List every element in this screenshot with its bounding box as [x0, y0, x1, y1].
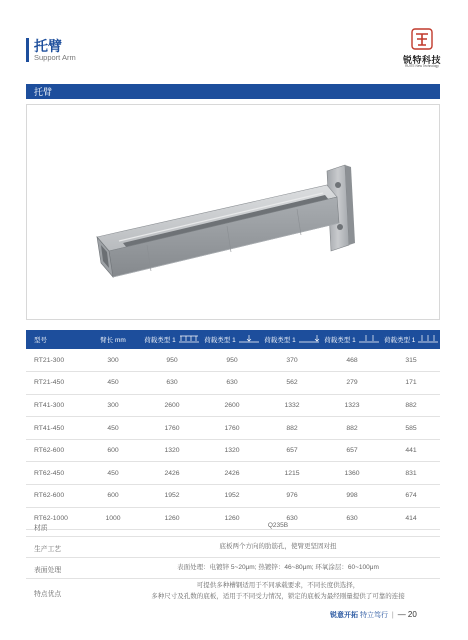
table-cell: 2600	[224, 401, 240, 409]
spec-label: 表面处理	[34, 567, 62, 574]
table-cell: 414	[405, 514, 417, 522]
cell-model: RT41-450	[34, 424, 65, 432]
table-cell: 370	[286, 356, 298, 364]
table-header-row	[26, 330, 440, 349]
spec-row-features	[26, 579, 440, 605]
col-header-load-1	[142, 330, 202, 349]
product-image-frame	[26, 104, 440, 320]
table-cell: 976	[286, 492, 298, 500]
spec-value-line-1: 可提供多种槽钢适用于不同承载要求，不同长度供选择，	[196, 582, 360, 589]
table-cell: 1000	[105, 514, 121, 522]
page-title: 托臂	[34, 38, 62, 54]
table-cell: 300	[107, 401, 119, 409]
table-cell: 882	[405, 401, 417, 409]
table-row	[26, 394, 440, 417]
support-arm-illustration	[27, 105, 439, 319]
table-cell: 450	[107, 424, 119, 432]
cell-model: RT21-300	[34, 356, 65, 364]
cell-model: RT41-300	[34, 401, 65, 409]
table-cell: 450	[107, 379, 119, 387]
table-cell: 674	[405, 492, 417, 500]
spec-row-material	[26, 516, 440, 537]
col-header-model: 型号	[34, 337, 47, 344]
page-subtitle: Support Arm	[34, 53, 76, 62]
cell-model: RT21-450	[34, 379, 65, 387]
col-header-load-5-label: 荷载类型 1	[384, 337, 416, 344]
spec-row-surface	[26, 558, 440, 579]
table-row	[26, 485, 440, 508]
table-cell: 600	[107, 447, 119, 455]
table-cell: 1760	[164, 424, 180, 432]
table-cell: 450	[107, 469, 119, 477]
page-number: — 20	[397, 610, 417, 619]
logo-tagline: RUITE New Technology	[405, 64, 439, 68]
table-cell: 882	[346, 424, 358, 432]
end-load-icon	[298, 335, 320, 344]
table-cell: 1332	[284, 401, 300, 409]
cell-model: RT62-450	[34, 469, 65, 477]
table-cell: 2600	[164, 401, 180, 409]
spec-table	[26, 330, 440, 530]
table-cell: 468	[346, 356, 358, 364]
spec-value-line-2: 多种尺寸及孔数的底板，适用于不同受力情况，锁定的底板为最经刚量提供了可靠的连接	[151, 593, 405, 600]
table-cell: 998	[346, 492, 358, 500]
table-row	[26, 462, 440, 485]
table-cell: 1360	[344, 469, 360, 477]
col-header-load-4-label: 荷载类型 1	[324, 337, 356, 344]
table-cell: 1952	[164, 492, 180, 500]
spec-value: 表面处理：电镀锌 5~20μm; 热镀锌：46~80μm; 环氧涂层：60~100μm	[177, 564, 379, 571]
col-header-load-1-label: 荷载类型 1	[144, 337, 176, 344]
table-cell: 1260	[164, 514, 180, 522]
logo-name: 锐特科技	[402, 55, 441, 65]
table-cell: 600	[107, 492, 119, 500]
table-cell: 1260	[224, 514, 240, 522]
table-cell: 630	[286, 514, 298, 522]
table-cell: 1952	[224, 492, 240, 500]
col-header-load-3	[262, 330, 322, 349]
table-row	[26, 349, 440, 372]
section-header	[26, 84, 440, 99]
cell-model: RT62-600	[34, 447, 65, 455]
table-cell: 950	[166, 356, 178, 364]
table-cell: 1320	[164, 447, 180, 455]
spec-row-process	[26, 537, 440, 558]
table-cell: 630	[226, 379, 238, 387]
table-cell: 315	[405, 356, 417, 364]
footer-slogan-b: 特立笃行	[359, 612, 388, 619]
cell-model: RT62-1000	[34, 514, 68, 522]
two-point-load-icon	[358, 335, 380, 344]
col-header-load-3-label: 荷载类型 1	[264, 337, 296, 344]
col-header-load-2	[202, 330, 262, 349]
table-cell: 441	[405, 447, 417, 455]
company-logo	[394, 28, 450, 72]
table-row	[26, 417, 440, 440]
center-load-icon	[238, 335, 260, 344]
three-point-load-icon	[417, 335, 439, 344]
spec-value: Q235B	[267, 522, 289, 529]
table-cell: 1760	[224, 424, 240, 432]
table-row	[26, 439, 440, 462]
table-cell: 882	[286, 424, 298, 432]
col-header-arm-length: 臂长 mm	[100, 337, 126, 344]
table-cell: 657	[346, 447, 358, 455]
table-cell: 279	[346, 379, 358, 387]
table-cell: 831	[405, 469, 417, 477]
spec-label: 生产工艺	[34, 546, 62, 553]
spec-label: 特点优点	[34, 591, 62, 598]
page-footer	[330, 610, 417, 620]
cell-model: RT62-600	[34, 492, 65, 500]
uniform-load-icon	[178, 335, 200, 344]
table-cell: 630	[166, 379, 178, 387]
footer-separator: |	[391, 612, 394, 619]
table-cell: 950	[226, 356, 238, 364]
table-cell: 1323	[344, 401, 360, 409]
table-cell: 1320	[224, 447, 240, 455]
spec-value: 底板两个方向的肋筋孔，使臂更坚固对扭	[219, 543, 337, 550]
col-header-load-2-label: 荷载类型 1	[204, 337, 236, 344]
table-cell: 657	[286, 447, 298, 455]
table-cell: 300	[107, 356, 119, 364]
col-header-load-5	[382, 330, 440, 349]
section-label: 托臂	[34, 87, 53, 97]
table-cell: 585	[405, 424, 417, 432]
table-row	[26, 372, 440, 395]
table-cell: 2426	[164, 469, 180, 477]
header-accent-bar	[26, 38, 29, 62]
table-cell: 2426	[224, 469, 240, 477]
col-header-load-4	[322, 330, 382, 349]
table-cell: 171	[405, 379, 417, 387]
table-cell: 630	[346, 514, 358, 522]
table-cell: 1215	[284, 469, 300, 477]
footer-slogan-a: 锐意开拓	[330, 612, 358, 619]
spec-label: 材质	[34, 525, 48, 532]
table-cell: 562	[286, 379, 298, 387]
logo-mark-icon	[411, 28, 433, 50]
